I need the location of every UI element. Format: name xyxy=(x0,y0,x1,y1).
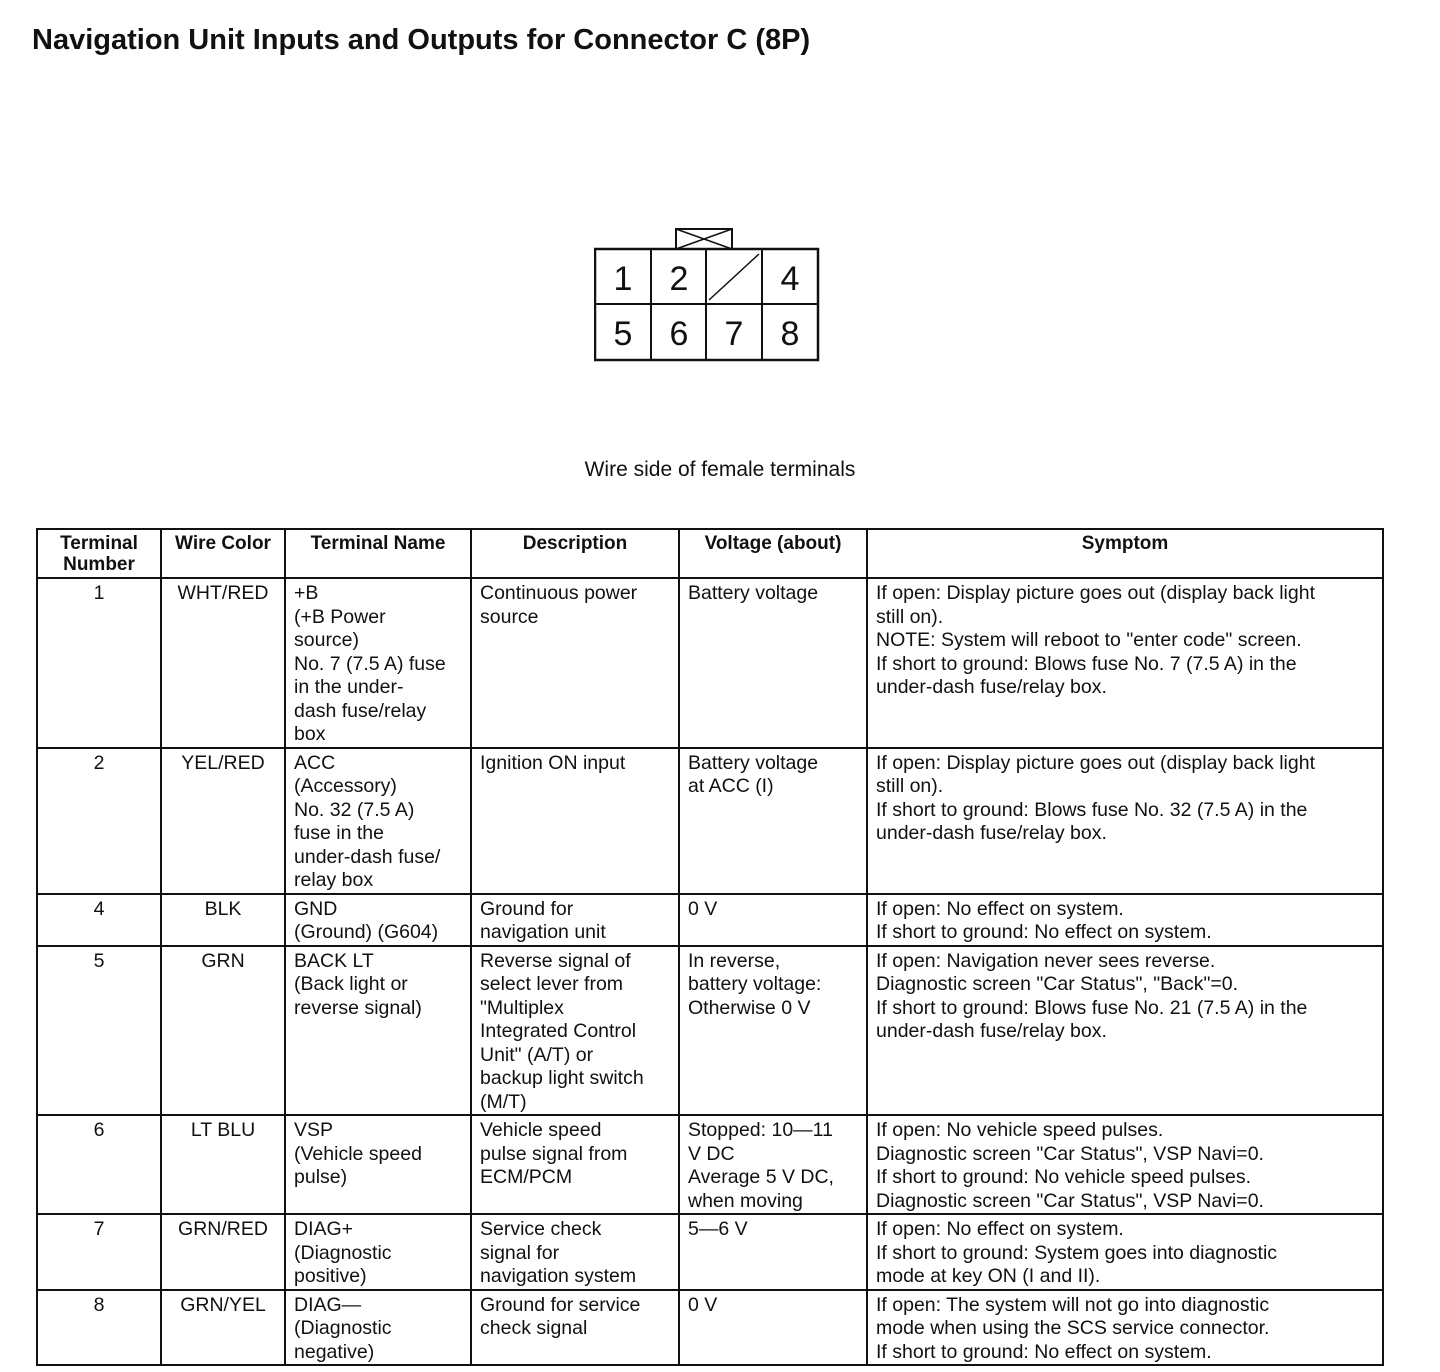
terminal-name-line: No. 32 (7.5 A) xyxy=(294,798,415,821)
wire-color-cell: LT BLU xyxy=(161,1115,285,1214)
description-line: Integrated Control xyxy=(480,1020,637,1042)
header-description: Description xyxy=(471,529,679,578)
symptom-line: If open: Navigation never sees reverse. xyxy=(876,949,1216,972)
symptom-cell xyxy=(867,1214,1383,1290)
connector-pin-label: 5 xyxy=(613,315,633,353)
connector-pin-label: 1 xyxy=(613,260,633,298)
description-line: backup light switch xyxy=(480,1067,644,1089)
terminal-name-line: DIAG— xyxy=(294,1293,362,1316)
description-line: (M/T) xyxy=(480,1090,527,1113)
terminal-name-cell xyxy=(285,1214,471,1290)
terminal-name-line: +B xyxy=(294,582,319,604)
description-line: signal for xyxy=(480,1241,560,1264)
description-line: Ground for xyxy=(480,897,574,920)
symptom-cell xyxy=(867,946,1383,1116)
terminal-name-cell xyxy=(285,578,471,748)
symptom-line: If open: No effect on system. xyxy=(876,897,1124,920)
voltage-line: Battery voltage xyxy=(688,751,819,774)
terminal-name-line: (Diagnostic xyxy=(294,1317,392,1339)
wire-color-cell: BLK xyxy=(161,894,285,946)
terminal-number-cell: 8 xyxy=(37,1290,161,1366)
symptom-line: If open: Display picture goes out (display back light xyxy=(876,751,1315,774)
terminal-name-line: fuse in the xyxy=(294,822,384,844)
voltage-line: at ACC (I) xyxy=(688,775,774,797)
symptom-cell xyxy=(867,1290,1383,1366)
terminal-number-cell: 2 xyxy=(37,748,161,894)
wire-color-cell: WHT/RED xyxy=(161,578,285,748)
description-cell xyxy=(471,1290,679,1366)
voltage-line: Battery voltage xyxy=(688,582,819,604)
terminal-name-line: VSP xyxy=(294,1119,334,1141)
terminal-name-line: source) xyxy=(294,629,360,651)
wire-color-cell: YEL/RED xyxy=(161,748,285,894)
page-title: Navigation Unit Inputs and Outputs for Connector C (8P) xyxy=(32,24,811,56)
table-row xyxy=(37,578,1383,748)
header-symptom: Symptom xyxy=(867,529,1383,578)
symptom-line: still on). xyxy=(876,775,944,797)
voltage-cell xyxy=(679,1290,867,1366)
voltage-line: 0 V xyxy=(688,897,718,920)
terminal-name-line: (Back light or xyxy=(294,973,408,995)
voltage-cell xyxy=(679,946,867,1116)
wire-color-cell: GRN xyxy=(161,946,285,1116)
description-line: source xyxy=(480,605,539,628)
header-voltage: Voltage (about) xyxy=(679,529,867,578)
description-cell xyxy=(471,578,679,748)
symptom-line: still on). xyxy=(876,605,944,628)
terminal-name-line: (+B Power xyxy=(294,605,386,628)
description-cell xyxy=(471,748,679,894)
connector-pin-label: 8 xyxy=(780,315,800,353)
description-line: ECM/PCM xyxy=(480,1166,573,1188)
voltage-line: V DC xyxy=(688,1142,735,1165)
symptom-line: If short to ground: No effect on system. xyxy=(876,1340,1212,1363)
symptom-line: under-dash fuse/relay box. xyxy=(876,676,1107,698)
terminal-name-line: under-dash fuse/ xyxy=(294,845,441,868)
header-terminal-name: Terminal Name xyxy=(285,529,471,578)
voltage-line: 0 V xyxy=(688,1293,718,1316)
table-row xyxy=(37,1214,1383,1290)
terminal-name-line: BACK LT xyxy=(294,949,374,972)
symptom-line: mode when using the SCS service connector. xyxy=(876,1317,1270,1339)
terminal-name-cell xyxy=(285,1115,471,1214)
voltage-line: when moving xyxy=(688,1189,803,1212)
symptom-line: If short to ground: No effect on system. xyxy=(876,921,1212,943)
symptom-cell xyxy=(867,894,1383,946)
voltage-cell xyxy=(679,578,867,748)
symptom-line: under-dash fuse/relay box. xyxy=(876,822,1107,844)
voltage-line: In reverse, xyxy=(688,949,781,972)
symptom-line: If open: Display picture goes out (display back light xyxy=(876,582,1315,604)
description-line: Ground for service xyxy=(480,1293,641,1316)
description-line: select lever from xyxy=(480,973,624,995)
terminal-name-line: (Accessory) xyxy=(294,775,397,797)
symptom-line: If open: No effect on system. xyxy=(876,1218,1124,1240)
symptom-cell xyxy=(867,578,1383,748)
terminal-name-line: relay box xyxy=(294,869,374,891)
symptom-line: mode at key ON (I and II). xyxy=(876,1265,1101,1287)
terminal-name-line: in the under- xyxy=(294,676,404,698)
diagram-caption: Wire side of female terminals xyxy=(584,458,856,481)
description-line: "Multiplex xyxy=(480,996,564,1019)
description-cell xyxy=(471,894,679,946)
terminal-name-line: positive) xyxy=(294,1265,367,1287)
description-line: navigation unit xyxy=(480,921,606,943)
terminal-number-cell: 4 xyxy=(37,894,161,946)
terminal-name-cell xyxy=(285,894,471,946)
terminal-number-cell: 1 xyxy=(37,578,161,748)
voltage-line: 5—6 V xyxy=(688,1218,748,1240)
table-row xyxy=(37,1115,1383,1214)
terminal-name-cell xyxy=(285,1290,471,1366)
table-header-row xyxy=(37,529,1383,578)
symptom-cell xyxy=(867,748,1383,894)
description-line: pulse signal from xyxy=(480,1142,628,1165)
voltage-line: Average 5 V DC, xyxy=(688,1166,834,1188)
terminal-name-line: reverse signal) xyxy=(294,996,422,1019)
voltage-cell xyxy=(679,748,867,894)
description-cell xyxy=(471,1214,679,1290)
connector-pin-label: 4 xyxy=(780,260,800,298)
terminal-name-line: pulse) xyxy=(294,1166,348,1188)
description-line: Ignition ON input xyxy=(480,751,626,774)
voltage-line: Stopped: 10—11 xyxy=(688,1119,833,1141)
wire-color-cell: GRN/YEL xyxy=(161,1290,285,1366)
description-line: Reverse signal of xyxy=(480,949,631,972)
terminal-name-line: ACC xyxy=(294,751,336,774)
description-line: Unit" (A/T) or xyxy=(480,1043,594,1066)
symptom-line: If short to ground: Blows fuse No. 32 (7.5 A) in the xyxy=(876,798,1308,821)
symptom-line: Diagnostic screen "Car Status", VSP Navi=0. xyxy=(876,1189,1264,1212)
voltage-line: Otherwise 0 V xyxy=(688,996,811,1019)
terminal-number-cell: 7 xyxy=(37,1214,161,1290)
terminal-name-line: (Ground) (G604) xyxy=(294,921,439,943)
voltage-cell xyxy=(679,894,867,946)
symptom-line: NOTE: System will reboot to "enter code" screen. xyxy=(876,629,1302,651)
terminal-name-line: dash fuse/relay xyxy=(294,699,427,722)
description-line: Service check xyxy=(480,1218,602,1240)
terminal-name-line: box xyxy=(294,723,326,745)
symptom-line: If short to ground: No vehicle speed pulses. xyxy=(876,1166,1252,1188)
symptom-line: Diagnostic screen "Car Status", "Back"=0. xyxy=(876,973,1239,995)
terminal-name-line: GND xyxy=(294,897,338,920)
terminal-name-line: (Vehicle speed xyxy=(294,1142,422,1165)
connector-diagram xyxy=(594,228,820,362)
voltage-cell xyxy=(679,1115,867,1214)
table-row xyxy=(37,748,1383,894)
terminal-table xyxy=(36,528,1384,1366)
description-line: Vehicle speed xyxy=(480,1119,602,1141)
symptom-line: If open: No vehicle speed pulses. xyxy=(876,1119,1164,1141)
table-row xyxy=(37,894,1383,946)
terminal-name-cell xyxy=(285,748,471,894)
symptom-line: under-dash fuse/relay box. xyxy=(876,1020,1107,1042)
connector-pin-label: 2 xyxy=(669,260,689,298)
header-terminal-number: Terminal Number xyxy=(37,529,161,578)
symptom-line: If short to ground: System goes into diagnostic xyxy=(876,1241,1278,1264)
description-cell xyxy=(471,1115,679,1214)
terminal-name-line: No. 7 (7.5 A) fuse xyxy=(294,652,446,675)
connector-pin-label: 6 xyxy=(669,315,689,353)
symptom-line: Diagnostic screen "Car Status", VSP Navi=0. xyxy=(876,1142,1264,1165)
terminal-name-line: DIAG+ xyxy=(294,1218,354,1240)
voltage-cell xyxy=(679,1214,867,1290)
symptom-cell xyxy=(867,1115,1383,1214)
table-row xyxy=(37,946,1383,1116)
description-line: Continuous power xyxy=(480,582,638,604)
terminal-name-cell xyxy=(285,946,471,1116)
table-row xyxy=(37,1290,1383,1366)
header-wire-color: Wire Color xyxy=(161,529,285,578)
symptom-line: If open: The system will not go into diagnostic xyxy=(876,1293,1270,1316)
connector-pin-label: 7 xyxy=(724,315,744,353)
terminal-name-line: negative) xyxy=(294,1340,375,1363)
terminal-number-cell: 6 xyxy=(37,1115,161,1214)
terminal-number-cell: 5 xyxy=(37,946,161,1116)
symptom-line: If short to ground: Blows fuse No. 21 (7.5 A) in the xyxy=(876,996,1308,1019)
symptom-line: If short to ground: Blows fuse No. 7 (7.5 A) in the xyxy=(876,652,1297,675)
voltage-line: battery voltage: xyxy=(688,973,822,995)
description-line: navigation system xyxy=(480,1265,637,1287)
terminal-name-line: (Diagnostic xyxy=(294,1241,392,1264)
wire-color-cell: GRN/RED xyxy=(161,1214,285,1290)
description-line: check signal xyxy=(480,1317,588,1339)
description-cell xyxy=(471,946,679,1116)
